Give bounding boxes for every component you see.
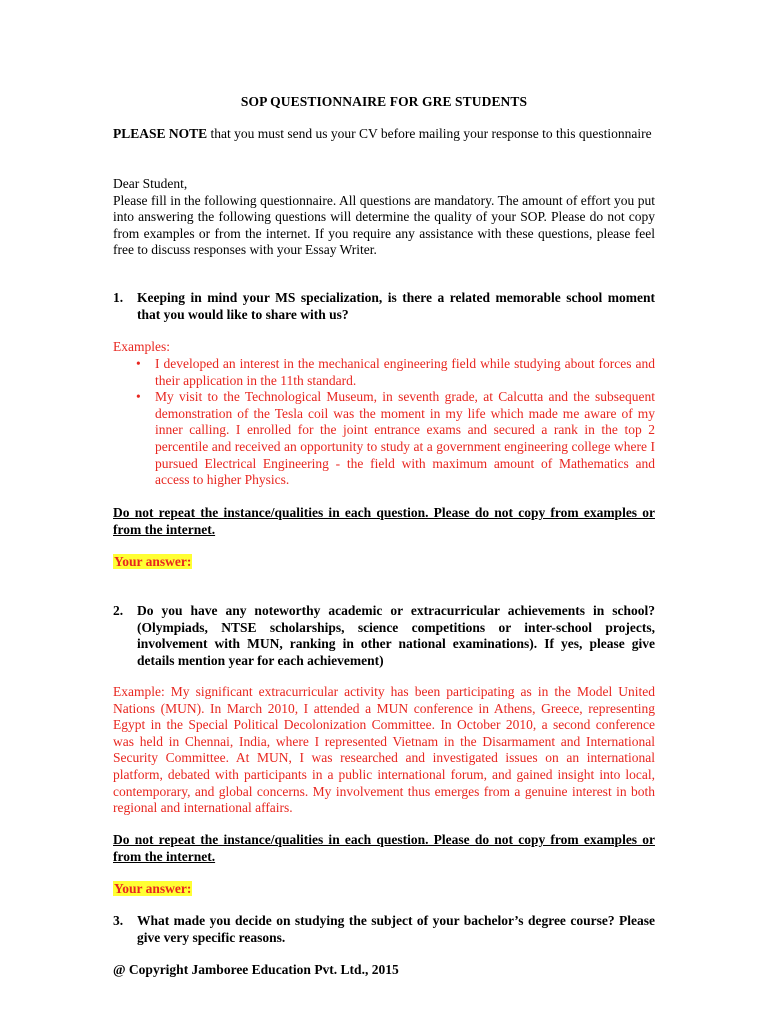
q1-example-item: • I developed an interest in the mechanical engineering field while studying about forces and their application in the 11th standard. [136, 356, 655, 388]
q2-example: Example: My significant extracurricular activity has been participating as in the Model United Nations (MUN). In March 2010, I attended a MUN conference in Athens, Greece, representing Egypt in the Special Political Decolonization Committee. In October 2010, a second conference was held in Chennai, India, where I represented Vietnam in the Disarmament and International Security Committee. At MUN, I was researched and investigated issues on an international platform, debated with participants in a public international forum, and gained insight into local, contemporary, and global concerns. My involvement thus emerges from a genuine interest in both regional and international affairs. [113, 684, 655, 816]
copyright-footer: @ Copyright Jamboree Education Pvt. Ltd., 2015 [113, 962, 399, 977]
question-1-number: 1. [113, 290, 124, 305]
question-3 [113, 913, 655, 946]
question-3-number: 3. [113, 913, 124, 928]
q1-warning: Do not repeat the instance/qualities in each question. Please do not copy from examples or from the internet. [113, 505, 655, 537]
please-note-label: PLEASE NOTE [113, 126, 208, 141]
bullet-icon: • [136, 389, 141, 405]
q1-answer-label-line [113, 554, 655, 571]
q1-example-item: • My visit to the Technological Museum, in seventh grade, at Calcutta and the subsequent demonstration of the Tesla coil was the moment in my life which made me aware of my inner calling. I enrolled for the joint entrance exams and secured a rank in the top 2 percentile and received an opportunity to study at a government engineering college where I pursued Electrical Engineering - the field with maximum amount of Mathematics and access to higher Physics. [136, 389, 655, 488]
q2-answer-label: Your answer: [114, 881, 192, 896]
please-note-text: that you must send us your CV before mailing your response to this questionnaire [207, 126, 652, 141]
intro-paragraph: Please fill in the following questionnaire. All questions are mandatory. The amount of effort you put into answering the following questions will determine the quality of your SOP. Please do not copy from examples or from the internet. If you require any assistance with these questions, please feel free to discuss responses with your Essay Writer. [113, 192, 655, 258]
q2-warning: Do not repeat the instance/qualities in each question. Please do not copy from examples or from the internet. [113, 832, 655, 864]
question-2 [113, 603, 655, 669]
question-2-text: Do you have any noteworthy academic or extracurricular achievements in school? (Olympiads, NTSE scholarships, science competitions or inter-school projects, involvement with MUN, ranking in other national examinations). If yes, please give details mention year for each achievement) [137, 603, 655, 668]
bullet-icon: • [136, 356, 141, 371]
document-title: SOP QUESTIONNAIRE FOR GRE STUDENTS [240, 94, 528, 109]
please-note-paragraph [113, 126, 655, 143]
question-2-number: 2. [113, 603, 124, 618]
question-3-text: What made you decide on studying the subject of your bachelor’s degree course? Please give very specific reasons. [137, 913, 655, 945]
greeting: Dear Student, [113, 176, 188, 191]
q1-examples-label: Examples: [113, 339, 170, 354]
question-1 [113, 290, 655, 323]
q1-answer-label: Your answer: [114, 554, 192, 569]
question-1-text: Keeping in mind your MS specialization, is there a related memorable school moment that you would like to share with us? [137, 290, 655, 322]
q1-examples-list [113, 356, 655, 489]
q2-answer-label-line [113, 881, 655, 898]
